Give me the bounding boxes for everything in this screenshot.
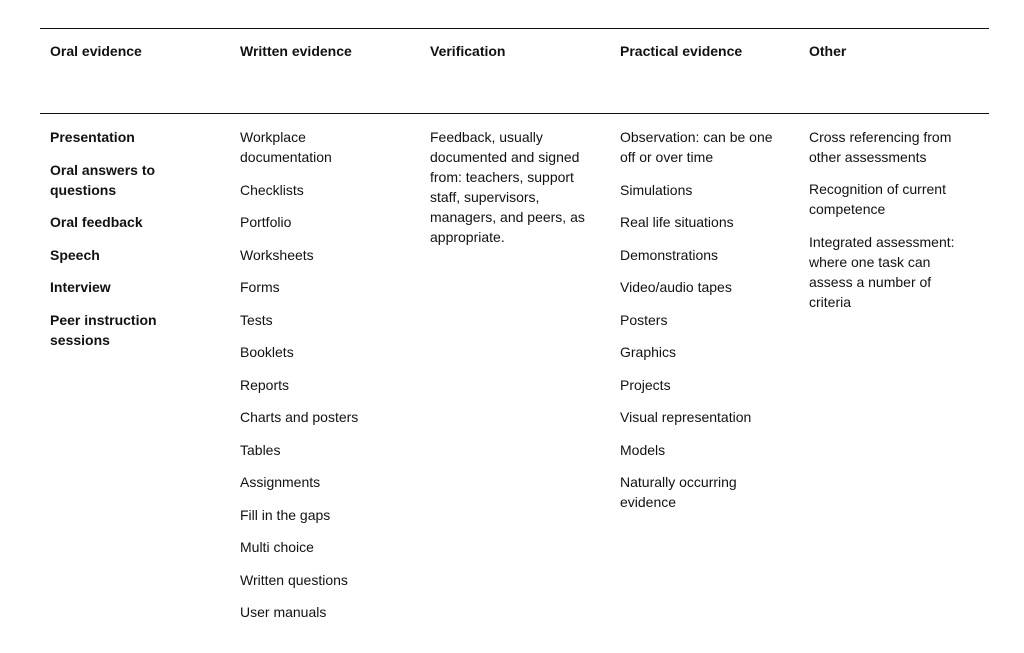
list-item: Simulations [620,181,693,198]
list-item: Presentation [50,129,135,145]
list-item: Posters [620,311,668,328]
written-evidence-list [240,127,420,635]
list-item: Interview [50,279,111,295]
list-item: Portfolio [240,214,292,230]
header-practical-evidence: Practical evidence [620,43,743,59]
list-item: Real life situations [620,214,734,230]
list-item: Projects [620,376,671,393]
list-item: Recognition of current competence [809,181,946,218]
list-item: Fill in the gaps [240,506,331,523]
other-list [809,127,984,324]
list-item: Forms [240,279,280,295]
list-item: Tests [240,311,273,328]
list-item: Graphics [620,344,677,360]
list-item: Multi choice [240,539,314,555]
table-header-rule [40,113,989,114]
list-item: Cross referencing from other assessments [809,129,952,165]
list-item: Charts and posters [240,409,359,425]
table-top-rule [40,28,989,29]
header-other: Other [809,43,847,59]
list-item: Speech [50,246,100,263]
list-item: Video/audio tapes [620,279,732,295]
verification-cell [430,127,600,247]
list-item: Reports [240,376,290,393]
practical-evidence-list [620,127,795,525]
list-item: Visual representation [620,409,752,425]
list-item: Models [620,441,666,458]
list-item: Worksheets [240,246,314,263]
list-item: Checklists [240,181,304,198]
verification-text: Feedback, usually documented and signed from: teachers, support staff, supervisors, managers, and peers, as appropriate. [430,129,585,245]
list-item: Demonstrations [620,246,719,263]
header-written-evidence: Written evidence [240,43,352,59]
list-item: Written questions [240,571,348,588]
list-item: Integrated assessment: where one task can assess a number of criteria [809,233,955,310]
list-item: Assignments [240,474,321,490]
list-item: Peer instruction sessions [50,311,157,348]
list-item: Observation: can be one off or over time [620,129,773,165]
list-item: Workplace documentation [240,129,332,165]
list-item: Naturally occurring evidence [620,474,737,510]
oral-evidence-list [50,127,230,362]
header-oral-evidence: Oral evidence [50,43,142,59]
header-verification: Verification [430,43,506,59]
list-item: Oral feedback [50,214,143,230]
list-item: Tables [240,441,281,458]
list-item: Booklets [240,344,294,360]
list-item: Oral answers to questions [50,161,156,198]
list-item: User manuals [240,604,327,620]
